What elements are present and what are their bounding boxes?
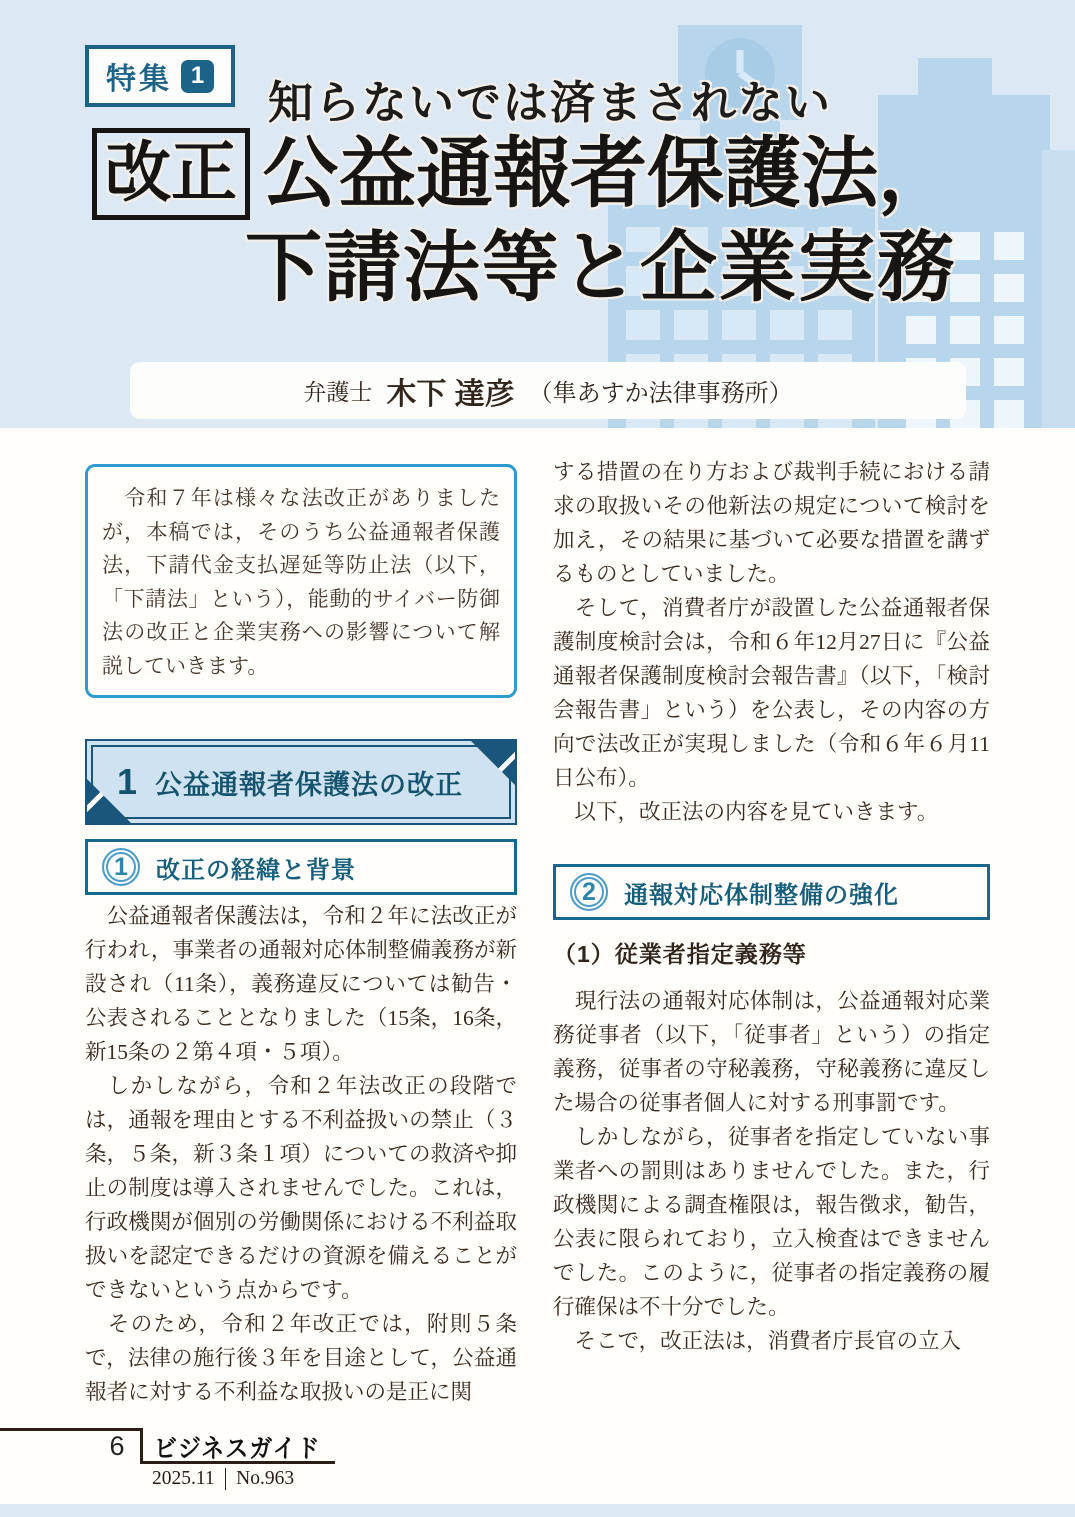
numbered-heading: （1）従業者指定義務等 — [553, 941, 807, 967]
right-column-text-top — [553, 455, 990, 829]
paragraph: 現行法の通報対応体制は，公益通報対応業務従事者（以下，「従事者」という）の指定義務，従事者の守秘義務，守秘義務に違反した場合の従事者個人に対する刑事罰です。 — [553, 989, 990, 1115]
page-number: 6 — [109, 1431, 125, 1461]
paragraph: する措置の在り方および裁判手続における請求の取扱いその他新法の規定について検討を加え，その結果に基づいて必要な措置を講ずるものとしていました。 — [553, 460, 990, 586]
header-banner — [0, 0, 1075, 428]
feature-badge-label: 特集 — [106, 63, 172, 96]
footer-rule-vertical — [140, 1428, 143, 1464]
paragraph: そして，消費者庁が設置した公益通報者保護制度検討会は，令和６年12月27日に『公益通報者保護制度検討会報告書』（以下，「検討会報告書」という）を公表し，その内容の方向で法改正が実現しました（令和６年６月11日公布）。 — [553, 596, 990, 790]
feature-number-icon: 1 — [181, 60, 214, 93]
intro-box: 令和７年は様々な法改正がありましたが，本稿では，そのうち公益通報者保護法，下請代金支払遅延等防止法（以下，「下請法」という），能動的サイバー防御法の改正と企業実務への影響について解説していきます。 — [85, 464, 517, 698]
title-main-text: 公益通報者保護法， — [262, 130, 955, 217]
article-title-line1 — [92, 128, 955, 220]
circled-number-icon: 2 — [570, 873, 608, 911]
author-title: 弁護士 — [303, 380, 373, 405]
paragraph: そのため，令和２年改正では，附則５条で，法律の施行後３年を目途として，公益通報者に対する不利益な取扱いの是正に関 — [85, 1312, 517, 1404]
banner-corner-decoration — [471, 741, 515, 785]
article-title-line2: 下請法等と企業実務 — [245, 225, 956, 311]
feature-badge — [85, 45, 235, 107]
subsection2-title: 通報対応体制整備の強化 — [624, 881, 899, 909]
article-subtitle: 知らないでは済まされない — [268, 77, 833, 128]
section1-title: 公益通報者保護法の改正 — [155, 769, 464, 800]
author-bar — [130, 362, 966, 419]
author-affiliation: （隼あすか法律事務所） — [528, 381, 793, 407]
issue-date: 2025.11 — [152, 1468, 215, 1489]
bottom-edge-strip — [0, 1504, 1075, 1517]
issue-number: No.963 — [236, 1468, 295, 1489]
subsection2-box — [553, 864, 990, 920]
section1-banner — [85, 739, 517, 825]
subsection1-box — [85, 839, 517, 895]
paragraph: しかしながら，従事者を指定していない事業者への罰則はありませんでした。また，行政機関による調査権限は，報告徴求，勧告，公表に限られており，立入検査はできませんでした。このように，従事者の指定義務の履行確保は不十分でした。 — [553, 1125, 990, 1319]
right-column-text-bottom — [553, 984, 990, 1358]
section1-number: 1 — [117, 761, 138, 802]
building-roof-block — [918, 58, 992, 98]
paragraph: そこで，改正法は，消費者庁長官の立入 — [553, 1329, 962, 1353]
paragraph: 公益通報者保護法は，令和２年に法改正が行われ，事業者の通報対応体制整備義務が新設され（11条），義務違反については勧告・公表されることとなりました（15条，16条，新15条の２第４項・５項）。 — [85, 904, 517, 1064]
author-name: 木下 達彦 — [386, 377, 515, 411]
circled-number-icon: 1 — [102, 848, 140, 886]
left-column-text — [85, 899, 517, 1409]
divider — [225, 1468, 227, 1490]
magazine-logo: ビジネスガイド — [154, 1434, 321, 1463]
paragraph: 以下，改正法の内容を見ていきます。 — [553, 800, 939, 824]
title-boxed-word: 改正 — [92, 128, 250, 220]
office-building-edge — [1042, 150, 1075, 428]
issue-info — [152, 1468, 294, 1490]
paragraph: しかしながら，令和２年法改正の段階では，通報を理由とする不利益扱いの禁止（３条，５条，新３条１項）についての救済や抑止の制度は導入されませんでした。これは，行政機関が個別の労働関係における不利益取扱いを認定できるだけの資源を備えることができないという点からです。 — [85, 1074, 517, 1302]
subsection1-title: 改正の経緯と背景 — [156, 856, 356, 884]
